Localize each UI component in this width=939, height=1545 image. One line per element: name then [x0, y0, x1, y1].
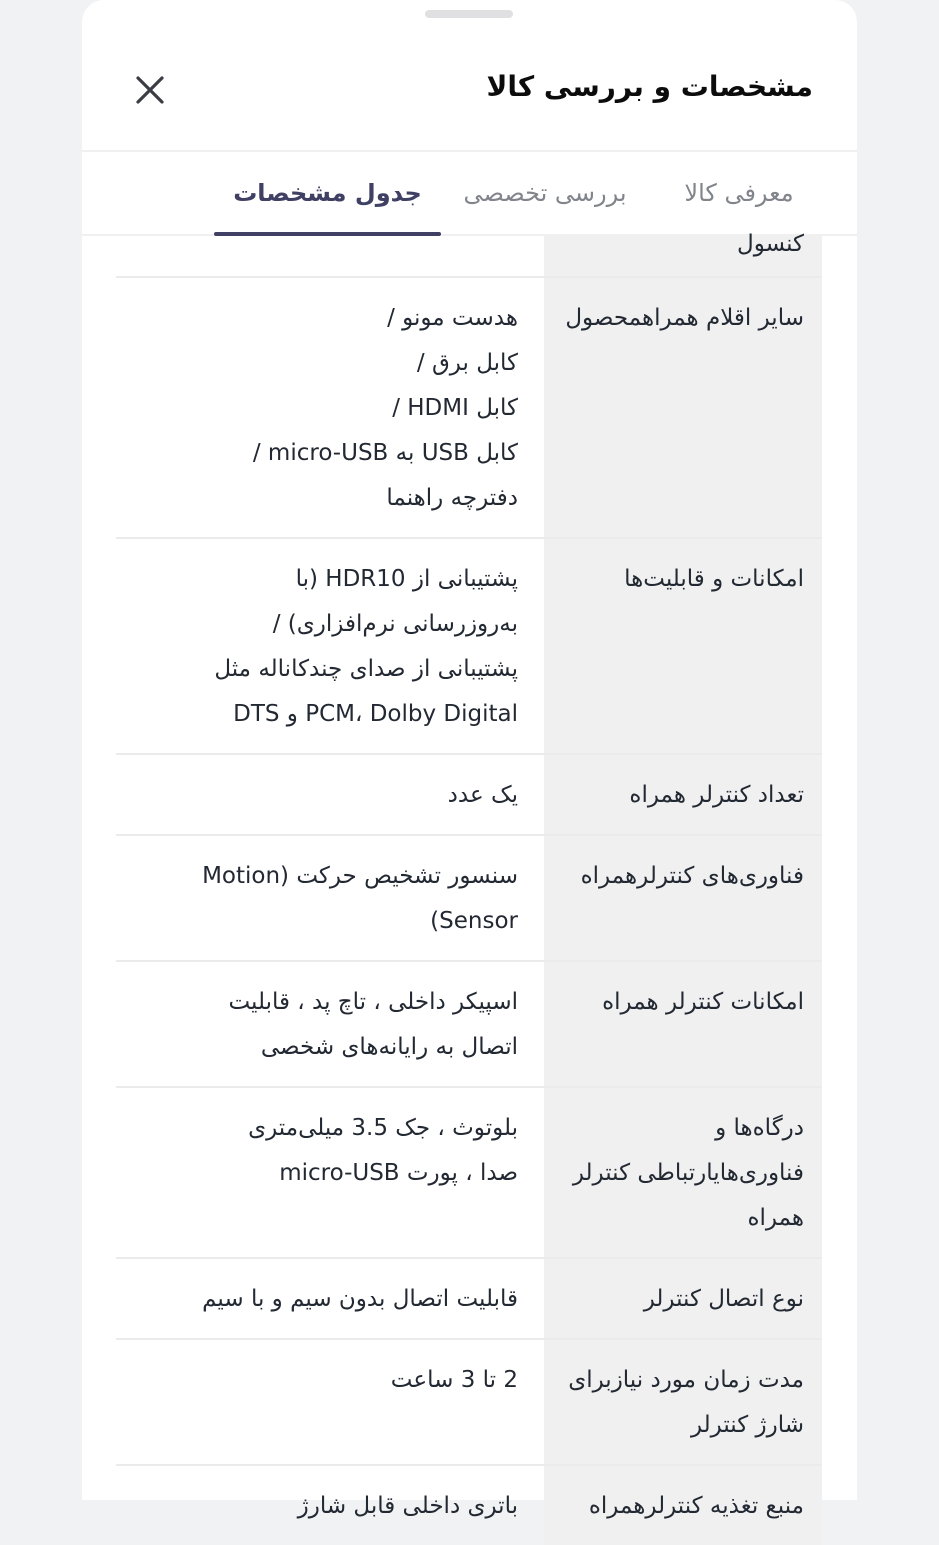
- spec-value: [116, 1340, 544, 1464]
- tab-spec-table[interactable]: [214, 152, 441, 234]
- page-title: مشخصات و بررسی کالا: [486, 70, 813, 103]
- spec-key-line: سایر اقلام همراه: [642, 305, 804, 331]
- spec-key: [544, 1259, 822, 1338]
- spec-value: [116, 278, 544, 537]
- spec-value-line: اسپیکر داخلی ، تاچ پد ، قابلیت: [228, 989, 518, 1015]
- spec-row: [116, 1340, 822, 1466]
- spec-value-line: کابل برق /: [416, 350, 518, 376]
- spec-key-line: ارتباطی کنترلر همراه: [572, 1160, 804, 1231]
- spec-key-line: امکانات کنترلر همراه: [602, 989, 804, 1015]
- spec-key-line: کنسول: [736, 231, 804, 257]
- spec-key: [544, 962, 822, 1086]
- spec-key: [544, 836, 822, 960]
- spec-value: [116, 755, 544, 834]
- spec-value: [116, 236, 544, 276]
- spec-key-line: تعداد کنترلر همراه: [629, 782, 804, 808]
- spec-key-line: همراه: [580, 863, 638, 889]
- close-icon: [132, 72, 168, 108]
- spec-value-line: صدا ، پورت micro-USB: [279, 1160, 518, 1186]
- spec-value: [116, 1259, 544, 1338]
- spec-key-line: مدت زمان مورد نیاز: [611, 1367, 804, 1393]
- tab-product-intro[interactable]: معرفی کالا: [684, 179, 794, 207]
- spec-row: [116, 539, 822, 755]
- spec-key: [544, 1088, 822, 1257]
- spec-value-line: کابل USB به micro-USB /: [252, 440, 518, 466]
- spec-value: [116, 539, 544, 753]
- spec-value-line: اتصال به رایانه‌های شخصی: [260, 1034, 518, 1060]
- spec-value-line: پشتیبانی از صدای چندکاناله مثل: [214, 656, 518, 682]
- close-button[interactable]: [132, 72, 168, 108]
- spec-row: [116, 1088, 822, 1259]
- spec-value-line: پشتیبانی از HDR10 (با: [295, 566, 518, 592]
- spec-key: [544, 1340, 822, 1464]
- spec-value-line: کابل HDMI /: [392, 395, 518, 421]
- spec-key-line: برای شارژ کنترلر: [568, 1367, 804, 1438]
- spec-key-line: همراه: [588, 1493, 646, 1519]
- spec-value-line: 2 تا 3 ساعت: [390, 1367, 518, 1393]
- spec-row: [116, 1259, 822, 1340]
- spec-bottom-sheet: [82, 0, 857, 1519]
- spec-key-line: درگاه‌ها و فناوری‌های: [713, 1115, 804, 1186]
- spec-row: [116, 962, 822, 1088]
- spec-row: [116, 1466, 822, 1545]
- tab-expert-review[interactable]: بررسی تخصصی: [463, 179, 627, 207]
- spec-key-line: نوع اتصال کنترلر: [643, 1286, 804, 1312]
- spec-value: [116, 1466, 544, 1545]
- tab-spec-table-label: جدول مشخصات: [233, 179, 422, 207]
- spec-row: [116, 231, 822, 278]
- spec-value-line: به‌روزرسانی نرم‌افزاری) /: [272, 611, 518, 637]
- spec-key-line: محصول: [565, 305, 643, 331]
- spec-value-line: دفترچه راهنما: [386, 485, 518, 511]
- spec-row: [116, 836, 822, 962]
- spec-key: [544, 539, 822, 753]
- sheet-header: [82, 0, 857, 152]
- spec-table: [116, 231, 822, 1545]
- spec-row: [116, 755, 822, 836]
- spec-key: [544, 755, 822, 834]
- spec-key: [544, 278, 822, 537]
- spec-key: [544, 231, 822, 276]
- spec-key: [544, 1466, 822, 1545]
- spec-value-line: PCM، Dolby Digital و DTS: [233, 701, 518, 727]
- spec-value-line: Sensor): [430, 908, 518, 934]
- spec-value-line: باتری داخلی قابل شارژ: [297, 1493, 518, 1519]
- spec-value-line: بلوتوث ، جک 3.5 میلی‌متری: [248, 1115, 518, 1141]
- tab-bar: [82, 152, 857, 236]
- spec-value: [116, 962, 544, 1086]
- spec-row: [116, 278, 822, 539]
- spec-value-line: یک عدد: [447, 782, 518, 808]
- spec-value-line: سنسور تشخیص حرکت (Motion: [202, 863, 518, 889]
- spec-key-line: فناوری‌های کنترلر: [637, 863, 804, 889]
- spec-value-line: قابلیت اتصال بدون سیم و با سیم: [202, 1286, 518, 1312]
- spec-value-line: هدست مونو /: [387, 305, 518, 331]
- spec-key-line: منبع تغذیه کنترلر: [645, 1493, 804, 1519]
- spec-key-line: امکانات و قابلیت‌ها: [624, 566, 804, 592]
- spec-value: [116, 836, 544, 960]
- spec-value: [116, 1088, 544, 1257]
